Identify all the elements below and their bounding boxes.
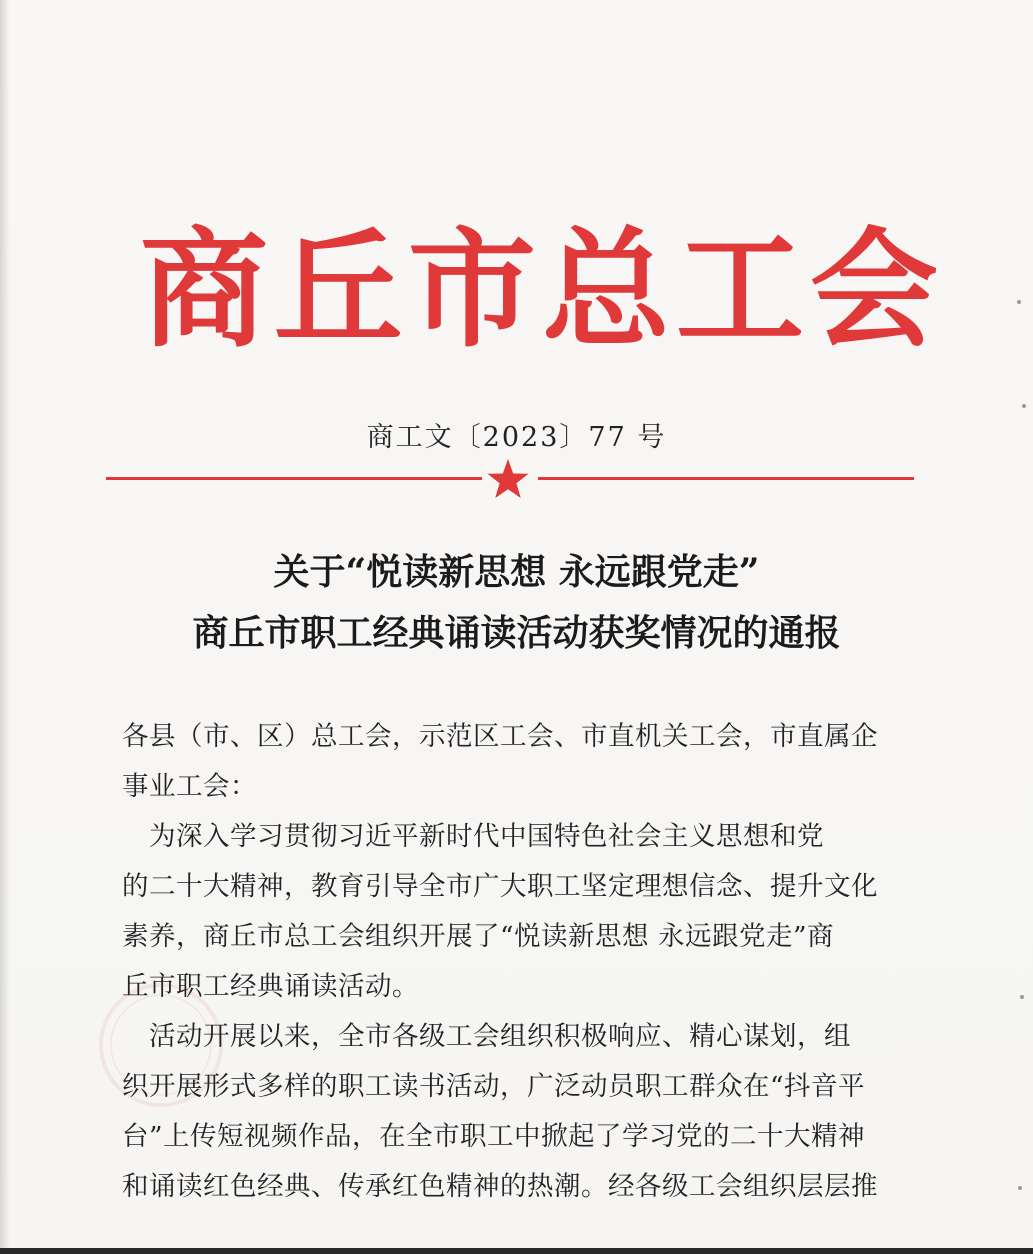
paper-speck: [1020, 995, 1024, 999]
body-line-2: 事业工会：: [122, 771, 257, 802]
body-line-3: 为深入学习贯彻习近平新时代中国特色社会主义思想和党: [122, 821, 824, 852]
bottom-edge: [0, 1248, 1033, 1254]
body-line-9: 台”上传短视频作品，在全市职工中掀起了学习党的二十大精神: [122, 1121, 866, 1152]
paper-speck: [1017, 300, 1021, 304]
paper-speck: [1022, 404, 1026, 408]
red-rule-left: [106, 477, 482, 480]
masthead-title: 商丘市总工会: [140, 215, 945, 365]
body-line-5: 素养，商丘市总工会组织开展了“悦读新思想 永远跟党走”商: [122, 921, 835, 952]
paper-speck: [1018, 1186, 1022, 1190]
notice-title-line-1: 关于“悦读新思想 永远跟党走”: [273, 551, 760, 593]
notice-title-line-2: 商丘市职工经典诵读活动获奖情况的通报: [192, 612, 841, 654]
document-number: 商工文〔2023〕77 号: [366, 422, 667, 453]
body-line-6: 丘市职工经典诵读活动。: [122, 971, 419, 1002]
body-line-4: 的二十大精神，教育引导全市广大职工坚定理想信念、提升文化: [122, 871, 878, 902]
red-star-icon: [486, 458, 530, 500]
body-line-10: 和诵读红色经典、传承红色精神的热潮。经各级工会组织层层推: [122, 1171, 878, 1202]
body-line-8: 织开展形式多样的职工读书活动，广泛动员职工群众在“抖音平: [122, 1071, 866, 1102]
body-line-7: 活动开展以来，全市各级工会组织积极响应、精心谋划，组: [122, 1021, 851, 1052]
body-line-1: 各县（市、区）总工会，示范区工会、市直机关工会，市直属企: [122, 721, 878, 752]
red-rule-right: [538, 477, 914, 480]
